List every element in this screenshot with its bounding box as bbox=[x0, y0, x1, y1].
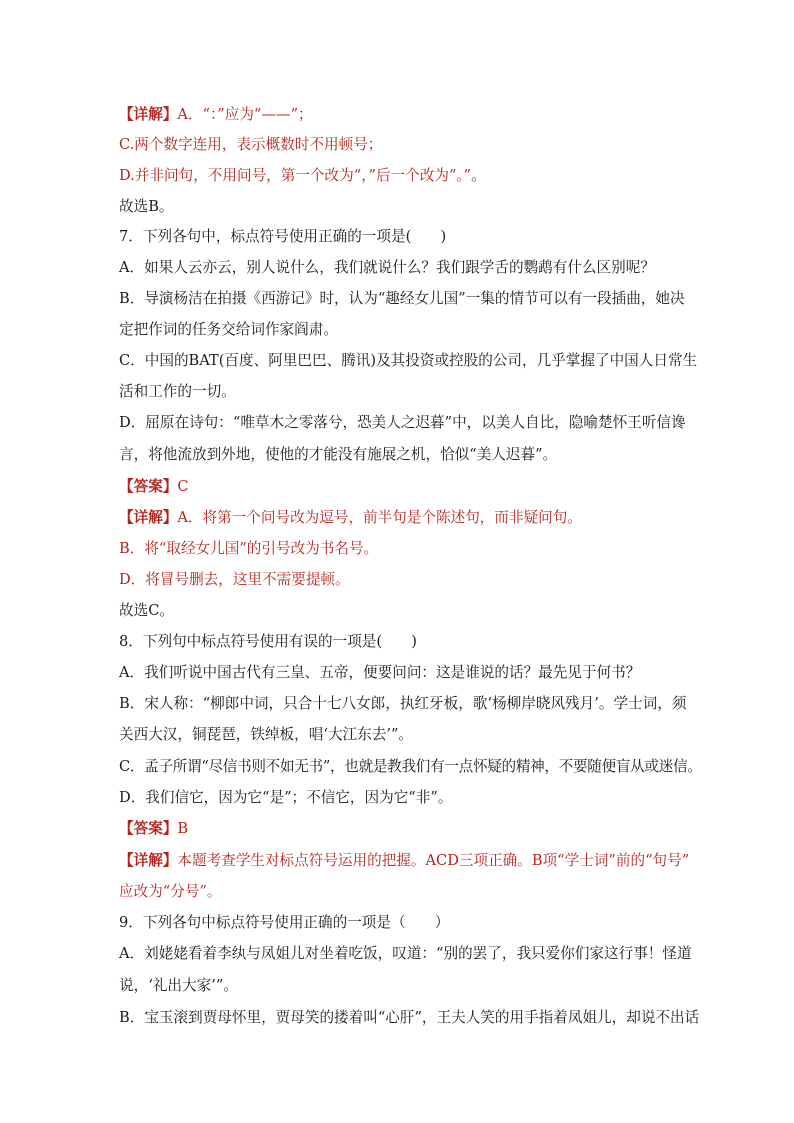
detail-line-a bbox=[119, 105, 313, 125]
detail-text: 后一个改为“。” bbox=[375, 167, 472, 184]
option-c-cont: 活和工作的一切。 bbox=[119, 383, 236, 400]
detail-text: D.并非问句，不用问号，第一个改为“，” bbox=[119, 167, 376, 184]
question-stem: 8．下列句中标点符号使用有误的一项是( ) bbox=[119, 633, 417, 650]
detail-text: A．将第一个问号改为逗号，前半句是个陈述句，而非疑问句。 bbox=[177, 509, 582, 526]
conclusion: 故选C。 bbox=[119, 602, 174, 619]
detail-line-d bbox=[119, 166, 486, 186]
option-a-cont: 说，‘礼出大家’”。 bbox=[119, 977, 238, 994]
option-a: A．如果人云亦云，别人说什么，我们就说什么？我们跟学舌的鹦鹉有什么区别呢？ bbox=[119, 259, 655, 276]
detail-text: A．“：”应为“——”； bbox=[177, 106, 313, 123]
detail-line: B．将“取经女儿国”的引号改为书名号。 bbox=[119, 540, 379, 557]
option-d-cont: 言，将他流放到外地，使他的才能没有施展之机，恰似“美人迟暮”。 bbox=[119, 446, 558, 463]
option-a: A．刘姥姥看着李纨与凤姐儿对坐着吃饭，叹道：“别的罢了，我只爱你们家这行事！怪道 bbox=[119, 945, 692, 962]
option-c: C．孟子所谓“尽信书则不如无书”，也就是教我们有一点怀疑的精神，不要随便盲从或迷信。 bbox=[119, 758, 702, 775]
detail-line bbox=[119, 508, 582, 528]
question-stem: 7．下列各句中，标点符号使用正确的一项是( ) bbox=[119, 228, 447, 245]
option-d: D．我们信它，因为它“是”；不信它，因为它“非”。 bbox=[119, 789, 453, 806]
option-b-cont: 关西大汉，铜琵琶，铁绰板，唱‘大江东去’”。 bbox=[119, 726, 414, 743]
option-d: D．屈原在诗句：“唯草木之零落兮，恐美人之迟暮”中，以美人自比，隐喻楚怀王听信谗 bbox=[119, 414, 686, 431]
option-a: A．我们听说中国古代有三皇、五帝，便要问问：这是谁说的话？最先见于何书？ bbox=[119, 664, 641, 681]
option-b: B．宝玉滚到贾母怀里，贾母笑的搂着叫“心肝”，王夫人笑的用手指着凤姐儿，却说不出话 bbox=[119, 1009, 700, 1026]
detail-line: 应改为“分号”。 bbox=[119, 883, 222, 900]
answer-value: B bbox=[177, 820, 189, 837]
detail-label: 【详解】 bbox=[119, 106, 178, 123]
conclusion: 故选B。 bbox=[119, 198, 174, 215]
question-stem: 9．下列各句中标点符号使用正确的一项是（ ） bbox=[119, 914, 450, 931]
detail-line-c: C.两个数字连用，表示概数时不用顿号； bbox=[119, 136, 383, 153]
option-b: B．导演杨洁在拍摄《西游记》时，认为“趣经女儿国”一集的情节可以有一段插曲，她决 bbox=[119, 290, 685, 307]
detail-text: 。 bbox=[471, 167, 486, 184]
answer-line bbox=[119, 819, 188, 839]
detail-line: D．将冒号删去，这里不需要提顿。 bbox=[119, 571, 350, 588]
detail-line bbox=[119, 851, 689, 871]
detail-label: 【详解】 bbox=[119, 509, 178, 526]
option-c: C．中国的BAT(百度、阿里巴巴、腾讯)及其投资或控股的公司，几乎掌握了中国人日常生 bbox=[119, 352, 698, 369]
answer-label: 【答案】 bbox=[119, 820, 178, 837]
answer-line bbox=[119, 477, 189, 497]
answer-label: 【答案】 bbox=[119, 478, 178, 495]
detail-text: 本题考查学生对标点符号运用的把握。ACD三项正确。B项“学士词”前的“句号” bbox=[177, 852, 690, 869]
option-b-cont: 定把作词的任务交给词作家阎肃。 bbox=[119, 321, 338, 338]
answer-value: C bbox=[177, 478, 189, 495]
option-b: B．宋人称：“柳郎中词，只合十七八女郎，执红牙板，歌‘杨柳岸晓风残月’。学士词，须 bbox=[119, 695, 687, 712]
detail-label: 【详解】 bbox=[119, 852, 178, 869]
